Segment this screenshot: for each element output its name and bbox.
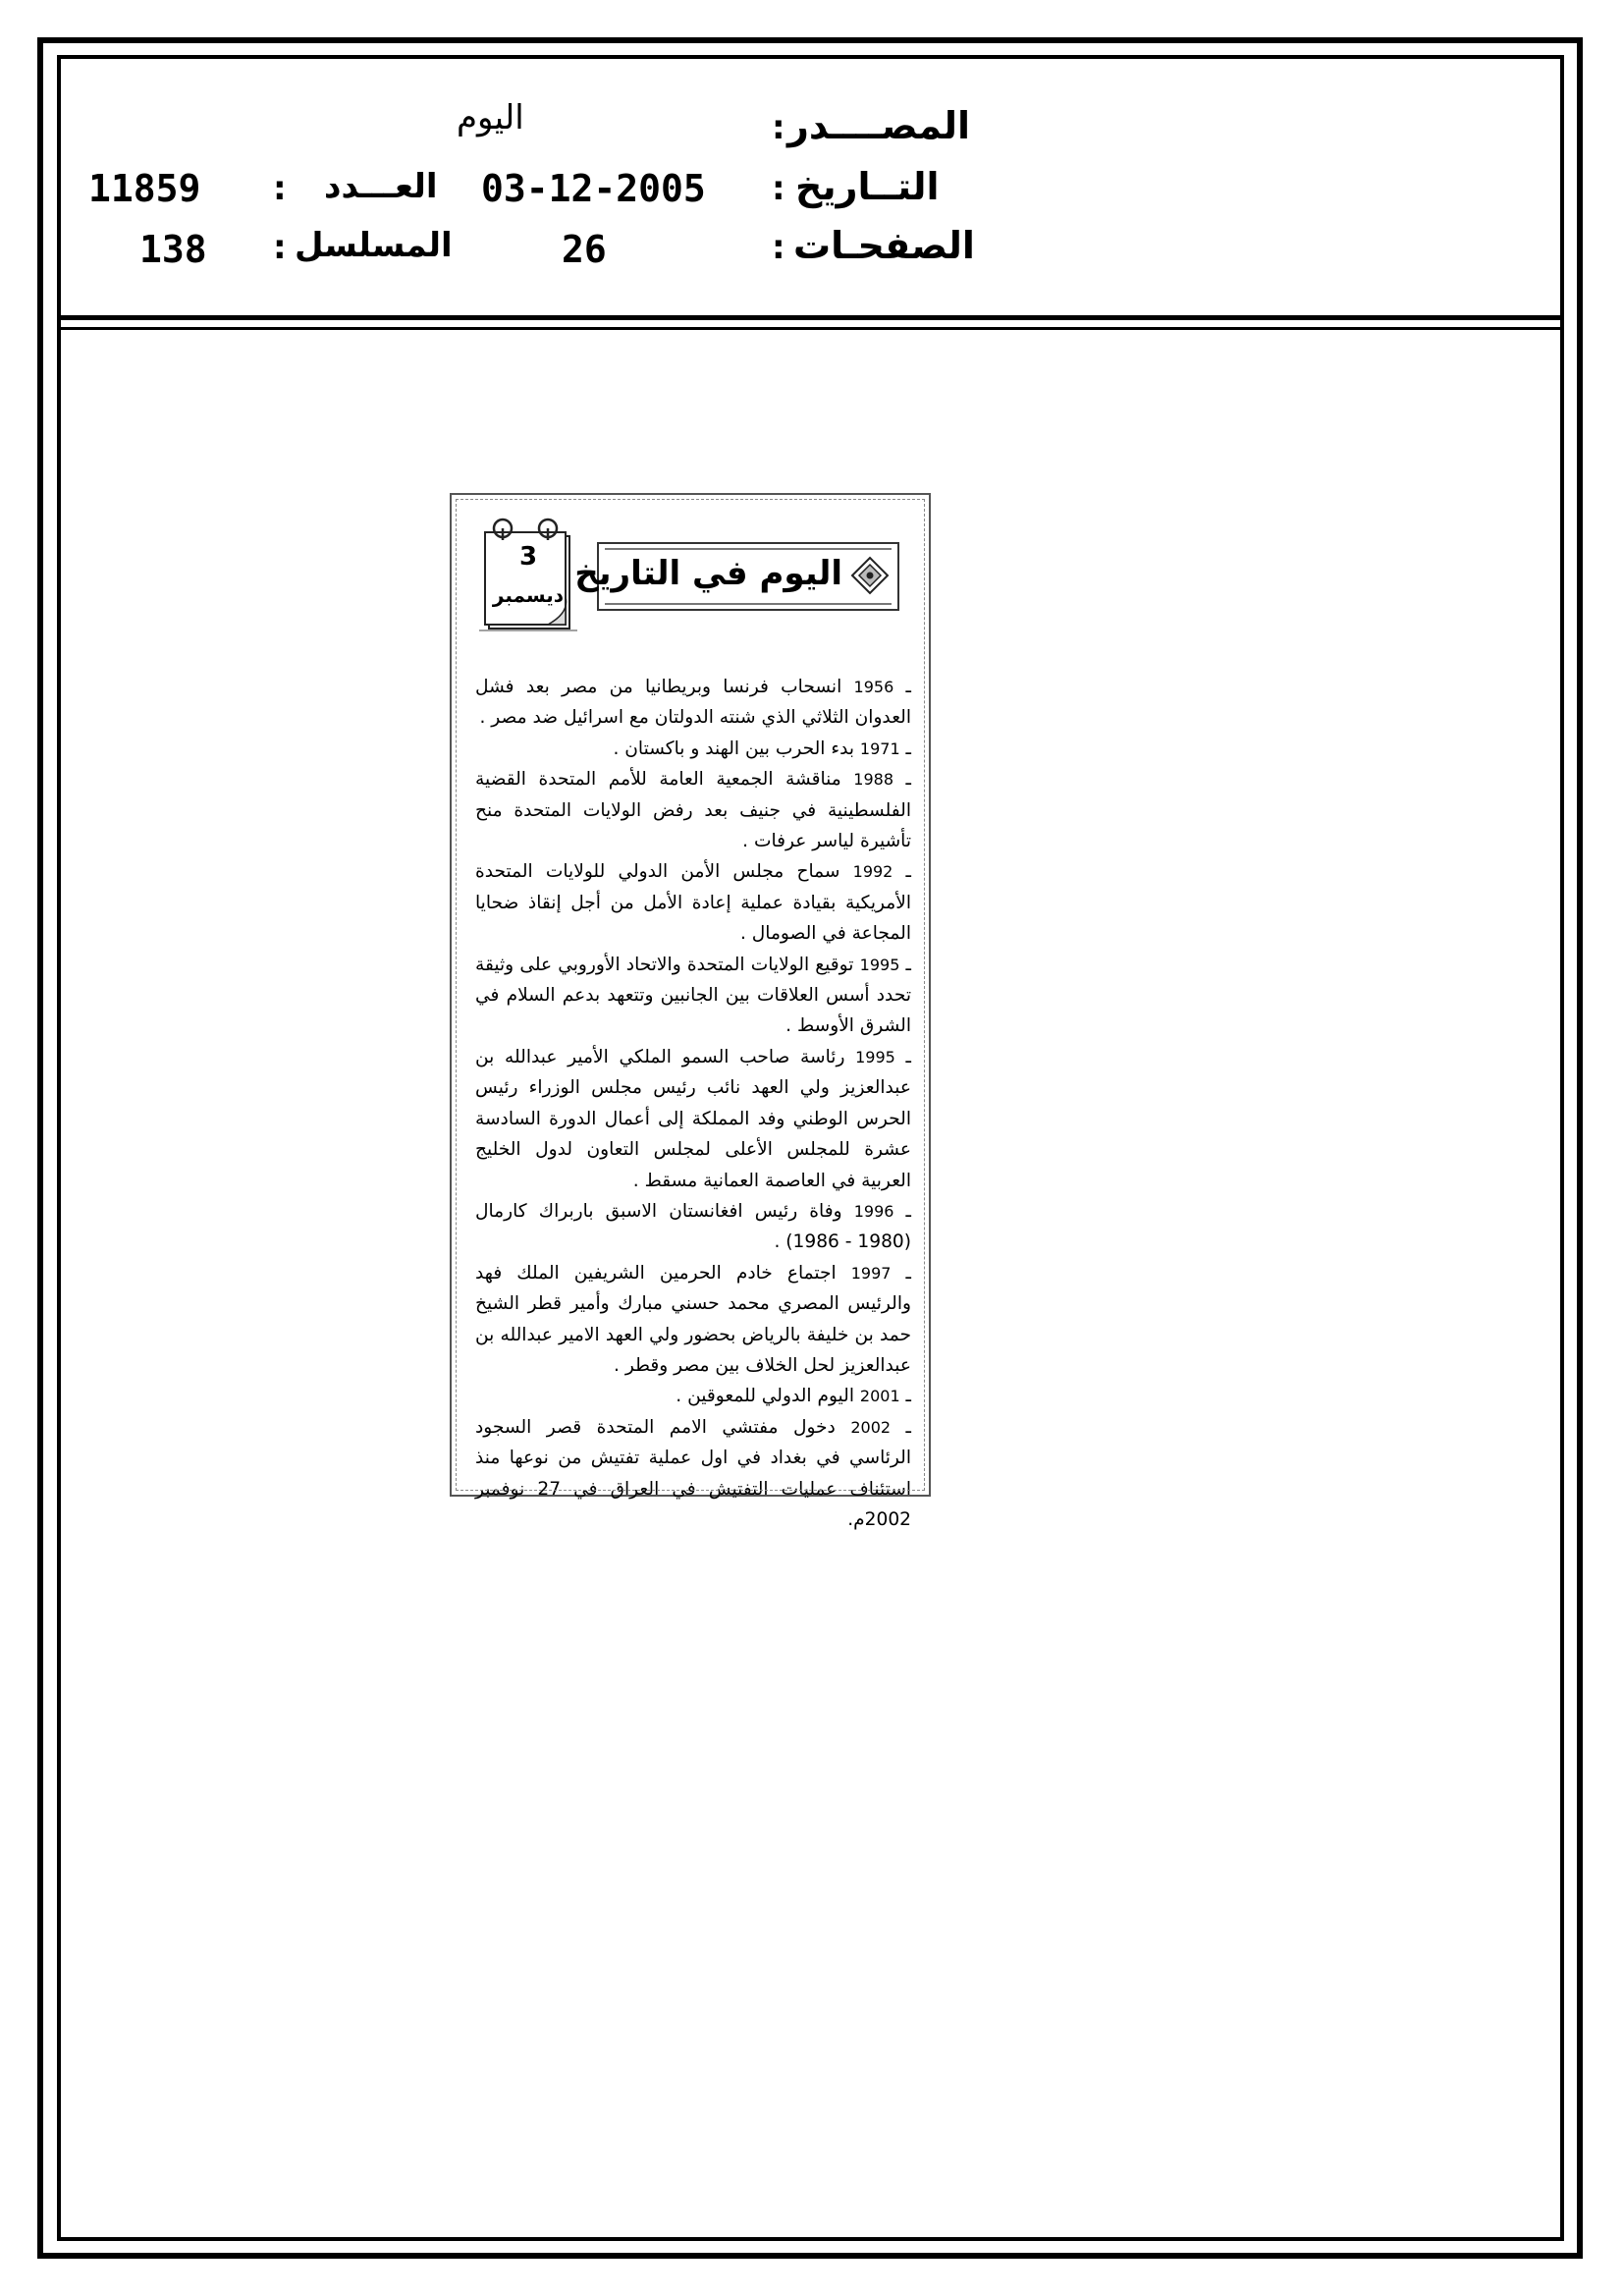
history-entry <box>475 950 911 1042</box>
history-entry <box>475 1381 911 1411</box>
entry-dash: ـ <box>899 954 912 975</box>
entry-dash: ـ <box>893 677 911 697</box>
entry-year: 1995 <box>855 1047 895 1066</box>
history-entry <box>475 1042 911 1196</box>
header-separator <box>57 315 1564 320</box>
history-entries <box>475 672 911 1535</box>
history-entry <box>475 734 911 764</box>
calendar-day: 3 <box>518 542 538 572</box>
entry-year: 1995 <box>859 955 900 974</box>
pages-label: الصفحـات <box>793 224 975 267</box>
history-entry <box>475 1258 911 1382</box>
entry-dash: ـ <box>894 1046 911 1067</box>
header-separator-thin <box>57 327 1564 330</box>
history-entry <box>475 764 911 856</box>
entry-year: 1992 <box>852 862 893 882</box>
history-entry <box>475 856 911 949</box>
entry-text: اجتماع خادم الحرمين الشريفين الملك فهد والرئيس المصري محمد حسني مبارك وأمير قطر الشيخ حمد بن خليفة بالرياض بحضور ولي العهد الامير عبدالله بن عبدالعزيز لحل الخلاف بين مصر وقطر . <box>475 1262 911 1376</box>
date-colon: : <box>772 169 785 208</box>
calendar-month: ديسمبر <box>492 583 565 607</box>
title-rule-bottom <box>605 603 892 605</box>
entry-year: 2001 <box>859 1387 900 1406</box>
source-label: المصــــدر <box>787 104 970 147</box>
date-label: التــاريخ <box>795 165 940 208</box>
history-entry <box>475 1196 911 1258</box>
serial-label: المسلسل <box>295 226 453 265</box>
source-value: اليوم <box>457 98 524 137</box>
entry-dash: ـ <box>891 1262 911 1284</box>
entry-year: 1988 <box>853 770 893 790</box>
entry-dash: ـ <box>893 861 911 883</box>
serial-value: 138 <box>139 228 207 271</box>
issue-label: العـــدد <box>324 167 438 206</box>
title-rule-top <box>605 548 892 550</box>
calendar-icon <box>479 515 577 634</box>
issue-value: 11859 <box>88 167 201 210</box>
issue-colon: : <box>273 169 287 208</box>
entry-text: توقيع الولايات المتحدة والاتحاد الأوروبي على وثيقة تحدد أسس العلاقات بين الجانبين وتتعهد بدعم السلام في الشرق الأوسط . <box>475 954 911 1037</box>
entry-dash: ـ <box>891 1416 911 1438</box>
date-value: 03-12-2005 <box>481 167 706 210</box>
pages-value: 26 <box>562 228 607 271</box>
entry-text: انسحاب فرنسا وبريطانيا من مصر بعد فشل العدوان الثلاثي الذي شنته الدولتان مع اسرائيل ضد مصر . <box>475 677 911 729</box>
clipping-title-bar <box>574 542 899 611</box>
entry-dash: ـ <box>899 1386 911 1407</box>
entry-text: اليوم الدولي للمعوقين . <box>676 1386 860 1407</box>
source-colon: : <box>772 108 785 147</box>
calendar-graphic <box>479 515 577 634</box>
entry-year: 1956 <box>853 678 894 696</box>
entry-text: مناقشة الجمعية العامة للأمم المتحدة القضية الفلسطينية في جنيف بعد رفض الولايات المتحدة منح تأشيرة لياسر عرفات . <box>475 769 911 852</box>
entry-text: دخول مفتشي الامم المتحدة قصر السجود الرئاسي في بغداد في اول عملية تفتيش من نوعها منذ استئناف عمليات التفتيش في العراق في 27 نوفمبر 2002م. <box>475 1416 911 1530</box>
pages-colon: : <box>772 228 785 267</box>
diamond-emblem-icon <box>850 556 890 595</box>
newspaper-clipping <box>450 493 931 1530</box>
clipping-title: اليوم في التاريخ <box>574 554 842 593</box>
entry-year: 1996 <box>853 1201 894 1221</box>
entry-year: 2002 <box>850 1417 892 1437</box>
entry-year: 1997 <box>850 1263 892 1283</box>
history-entry <box>475 672 911 734</box>
entry-text: رئاسة صاحب السمو الملكي الأمير عبدالله بن عبدالعزيز ولي العهد نائب رئيس مجلس الوزراء رئيس الحرس الوطني وفد المملكة إلى أعمال الدورة السادسة عشرة للمجلس الأعلى لمجلس التعاون لدول الخليج العربية في العاصمة العمانية مسقط . <box>475 1046 911 1191</box>
entry-dash: ـ <box>893 1200 912 1222</box>
entry-text: بدء الحرب بين الهند و باكستان . <box>613 738 860 759</box>
history-entry <box>475 1412 911 1536</box>
entry-text: سماح مجلس الأمن الدولي للولايات المتحدة الأمريكية بقيادة عملية إعادة الأمل من أجل إنقاذ ضحايا المجاعة في الصومال . <box>475 861 911 945</box>
entry-text: وفاة رئيس افغانستان الاسبق باربراك كارمال (1980 - 1986) . <box>475 1200 911 1253</box>
serial-colon: : <box>273 228 287 267</box>
entry-dash: ـ <box>893 769 912 791</box>
entry-year: 1971 <box>859 738 900 758</box>
entry-dash: ـ <box>899 738 911 759</box>
